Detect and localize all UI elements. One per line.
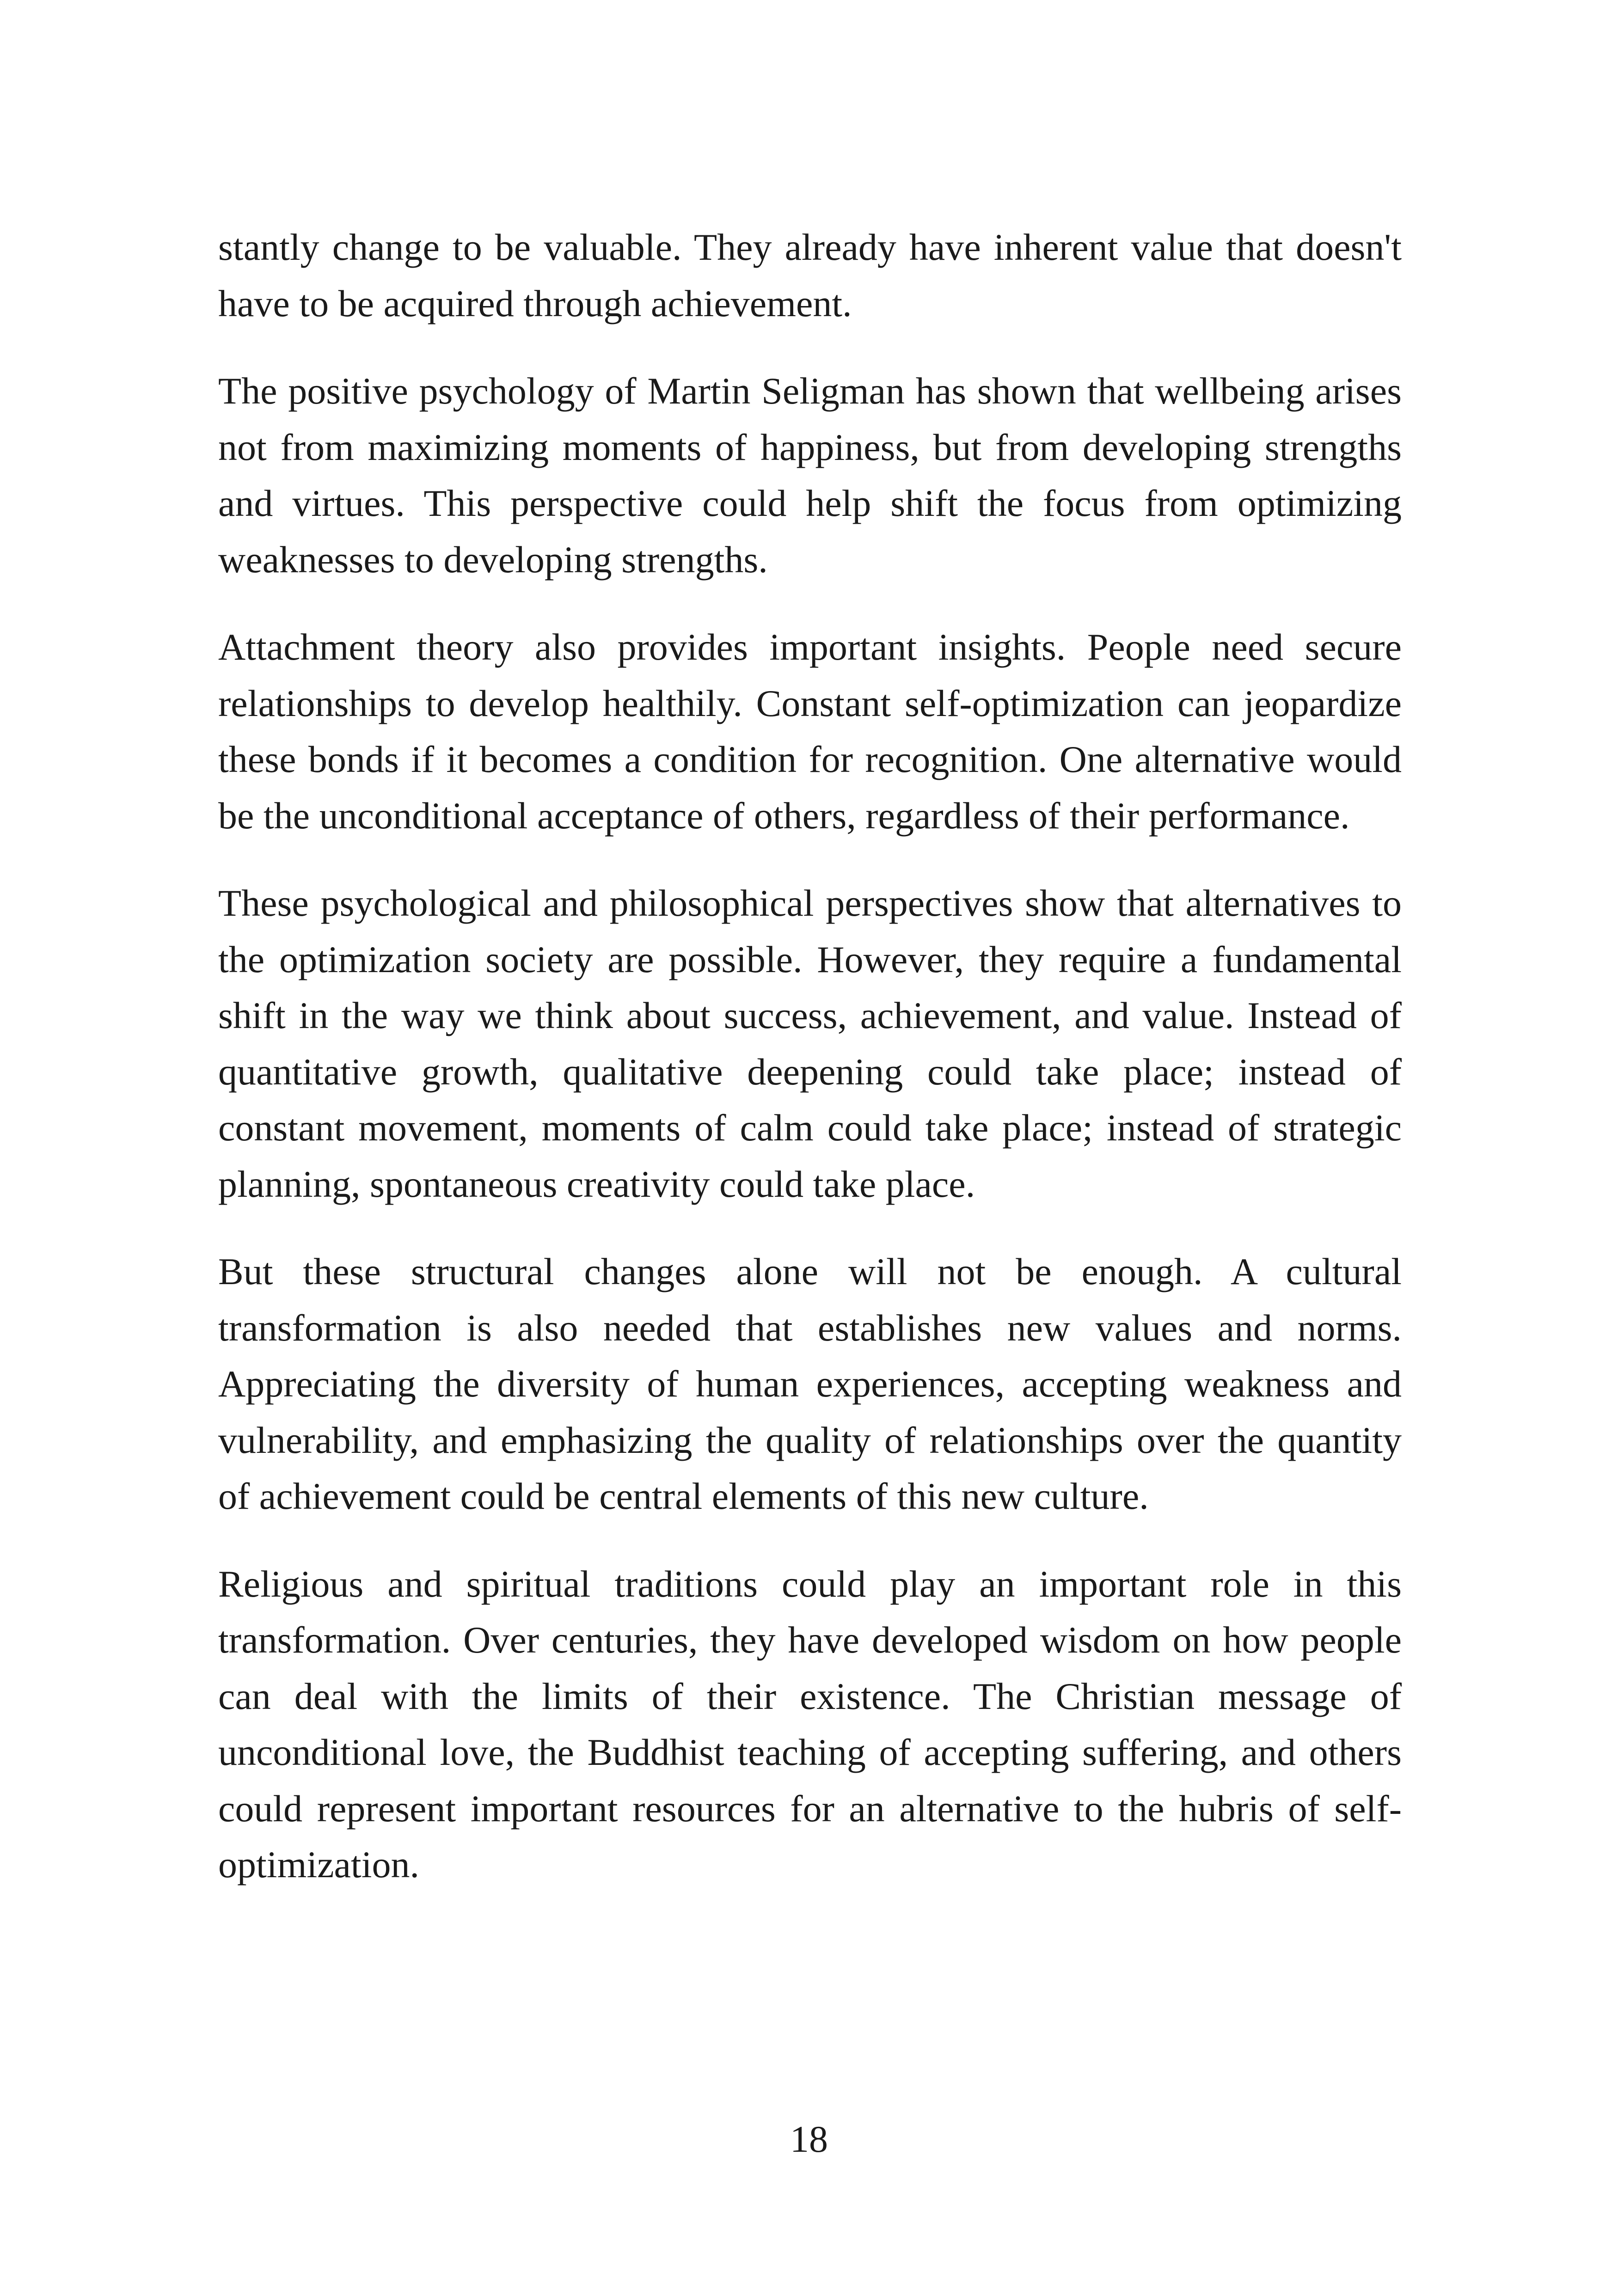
paragraph-4: These psychological and philosophical perspectives show that alternatives to the optimization society are possible. However, they require a fundamental shift in the way we think about success, achievement, and value. Instead of quantitative growth, qualitative deepening could take place; instead of constant movement, moments of calm could take place; instead of strategic planning, spontaneous creativity could take place. bbox=[218, 882, 1402, 1205]
paragraph-6: Religious and spiritual traditions could play an important role in this transformation. Over centuries, they have developed wisdom on how people can deal with the limits of their existence. The Christian message of unconditional love, the Buddhist teaching of accepting suffering, and others could represent important resources for an alternative to the hubris of self-optimization. bbox=[218, 1562, 1402, 1886]
page-number: 18 bbox=[790, 2118, 828, 2160]
body-text bbox=[218, 219, 1402, 1893]
paragraph-5: But these structural changes alone will not be enough. A cultural transformation is also needed that establishes new values and norms. Appreciating the diversity of human experiences, accepting weakness and vulnerability, and emphasizing the quality of relationships over the quantity of achievement could be central elements of this new culture. bbox=[218, 1250, 1402, 1517]
paragraph-3: Attachment theory also provides important insights. People need secure relationships to develop healthily. Constant self-optimization can jeopardize these bonds if it becomes a condition for recognition. One alternative would be the unconditional acceptance of others, regardless of their performance. bbox=[218, 626, 1402, 837]
paragraph-2: The positive psychology of Martin Seligman has shown that wellbeing arises not from maximizing moments of happiness, but from developing strengths and virtues. This perspective could help shift the focus from optimizing weaknesses to developing strengths. bbox=[218, 370, 1402, 581]
paragraph-1: stantly change to be valuable. They already have inherent value that doesn't have to be acquired through achievement. bbox=[218, 226, 1402, 325]
